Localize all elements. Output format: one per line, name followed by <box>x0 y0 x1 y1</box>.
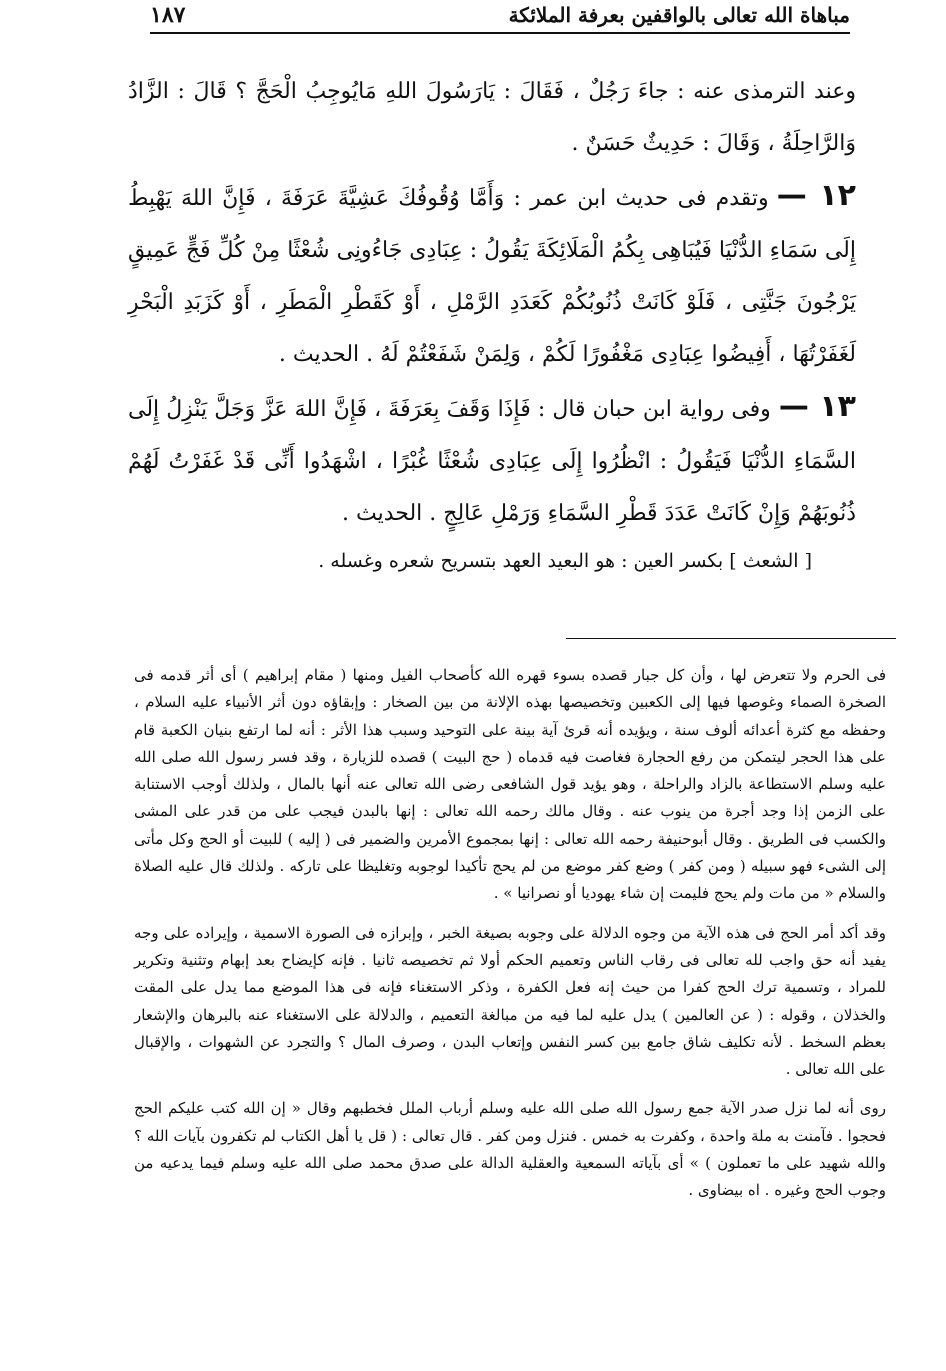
hadith-12-paragraph <box>128 170 856 381</box>
hadith-13-text: وفى رواية ابن حبان قال : فَإِذَا وَقَفَ بِعَرَفَةَ ، فَإِنَّ اللهَ عَزَّ وَجَلَّ يَنْزِلُ إِلَى السَّمَاءِ الدُّنْيَا فَيَقُولُ : انْظُرُوا إِلَى عِبَادِى شُعْثًا غُبْرًا ، اشْهَدُوا أَنِّى قَدْ غَفَرْتُ لَهُمْ ذُنُوبَهُمْ وَإِنْ كَانَتْ عَدَدَ قَطْرِ السَّمَاءِ وَرَمْلِ عَالِجٍ . الحديث . <box>128 397 856 526</box>
tirmidhi-paragraph: وعند الترمذى عنه : جاءَ رَجُلٌ ، فَقَالَ : يَارَسُولَ اللهِ مَايُوجِبُ الْحَجَّ ؟ قَالَ : الزَّادُ وَالرَّاحِلَةُ ، وَقَالَ : حَدِيثٌ حَسَنٌ . <box>128 79 856 156</box>
word-gloss: [ الشعث ] بكسر العين : هو البعيد العهد بتسريح شعره وغسله . <box>318 550 812 572</box>
footnotes <box>134 662 886 1217</box>
hadith-13-number: ١٣ — <box>778 389 856 424</box>
header-rule <box>150 32 850 34</box>
running-title: مباهاة الله تعالى بالواقفين بعرفة الملائكة <box>508 3 850 27</box>
page-header <box>150 0 850 30</box>
hadith-13-paragraph <box>128 381 856 540</box>
footnote-paragraph-3: روى أنه لما نزل صدر الآية جمع رسول الله صلى الله عليه وسلم أرباب الملل فخطبهم وقال « إن الله كتب عليكم الحج فحجوا . فآمنت به ملة واحدة ، وكفرت به خمس . فنزل ومن كفر . قال تعالى : ( قل يا أهل الكتاب لم تكفرون بآيات الله ؟ والله شهيد على ما تعملون ) » أى بآياته السمعية والعقلية الدالة على صدق محمد صلى الله عليه وسلم فيما يدعيه من وجوب الحج وغيره . اه بيضاوى . <box>134 1099 886 1200</box>
footnote-paragraph-2: وقد أكد أمر الحج فى هذه الآية من وجوه الدلالة على وجوبه بصيغة الخبر ، وإبرازه فى الصورة الاسمية ، وإيراده على وجه يفيد أنه حق واجب لله تعالى فى رقاب الناس وتعميم الحكم أولا ثم تخصيصه ثانيا . فإنه كإيضاح بعد إبهام وتثنية وتكرير للمراد ، وتسمية ترك الحج كفرا من حيث إنه فعل الكفرة ، وذكر الاستغناء فإنه فى هذا الموضع مما يدل على المقت والخذلان ، وقوله : ( عن العالمين ) يدل عليه لما فيه من مبالغة التعميم ، والدلالة على الاستغناء عنه بالبرهان والإشعار بعظم السخط . لأنه تكليف شاق جامع بين كسر النفس وإتعاب البدن ، وصرف المال ؟ والتجرد عن الشهوات ، والإقبال على الله تعالى . <box>134 923 886 1079</box>
hadith-12-text: وتقدم فى حديث ابن عمر : وَأَمَّا وُقُوفُكَ عَشِيَّةَ عَرَفَةَ ، فَإِنَّ اللهَ يَهْبِطُ إِلَى سَمَاءِ الدُّنْيَا فَيُبَاهِى بِكُمُ الْمَلَائِكَةَ يَقُولُ : عِبَادِى جَاءُونِى شُعْثًا مِنْ كُلِّ فَجٍّ عَمِيقٍ يَرْجُونَ جَنَّتِى ، فَلَوْ كَانَتْ ذُنُوبُكُمْ كَعَدَدِ الرَّمْلِ ، أَوْ كَقَطْرِ الْمَطَرِ ، أَوْ كَزَبَدِ الْبَحْرِ لَغَفَرْتُهَا ، أَفِيضُوا عِبَادِى مَغْفُورًا لَكُمْ ، وَلِمَنْ شَفَعْتُمْ لَهُ . الحديث . <box>128 186 856 367</box>
hadith-12-number: ١٢ — <box>776 178 856 213</box>
footnote-separator <box>566 638 896 639</box>
main-text <box>128 66 856 578</box>
footnote-paragraph-1: فى الحرم ولا تتعرض لها ، وأن كل جبار قصده بسوء قهره الله كأصحاب الفيل ومنها ( مقام إبراهيم ) أى أثر قدمه فى الصخرة الصماء وغوصها فيها إلى الكعبين وتخصيصها بهذه الإلانة من بين الصخار : وإبقاؤه دون أثر الأنبياء عليه السلام ، وحفظه مع كثرة أعدائه ألوف سنة ، ويؤيده أنه قرئ آية بينة على التوحيد وسبب هذا الأثر : أنه لما ارتفع بنيان الكعبة قام على هذا الحجر ليتمكن من رفع الحجارة فغاصت فيه قدماه ( حج البيت ) قصده للزيارة ، وقد فسر رسول الله صلى الله عليه وسلم الاستطاعة بالزاد والراحلة ، وهو يؤيد قول الشافعى رضى الله تعالى عنه أنها بالمال ، ولذلك أوجب الاستنابة على الزمن إذا وجد أجرة من ينوب عنه . وقال مالك رحمه الله تعالى : إنها بالبدن فيجب على من قدر على المشى والكسب فى الطريق . وقال أبوحنيفة رحمه الله تعالى : إنها بمجموع الأمرين والضمير فى ( إليه ) للبيت أو الحج وكل مأتى إلى الشىء فهو سبيله ( ومن كفر ) وضع كفر موضع من لم يحج تأكيدا لوجوبه وتغليظا على تاركه . ولذلك قال عليه الصلاة والسلام « من مات ولم يحج فليمت إن شاء يهوديا أو نصرانيا » . <box>134 666 886 903</box>
page-number: ١٨٧ <box>150 2 186 28</box>
